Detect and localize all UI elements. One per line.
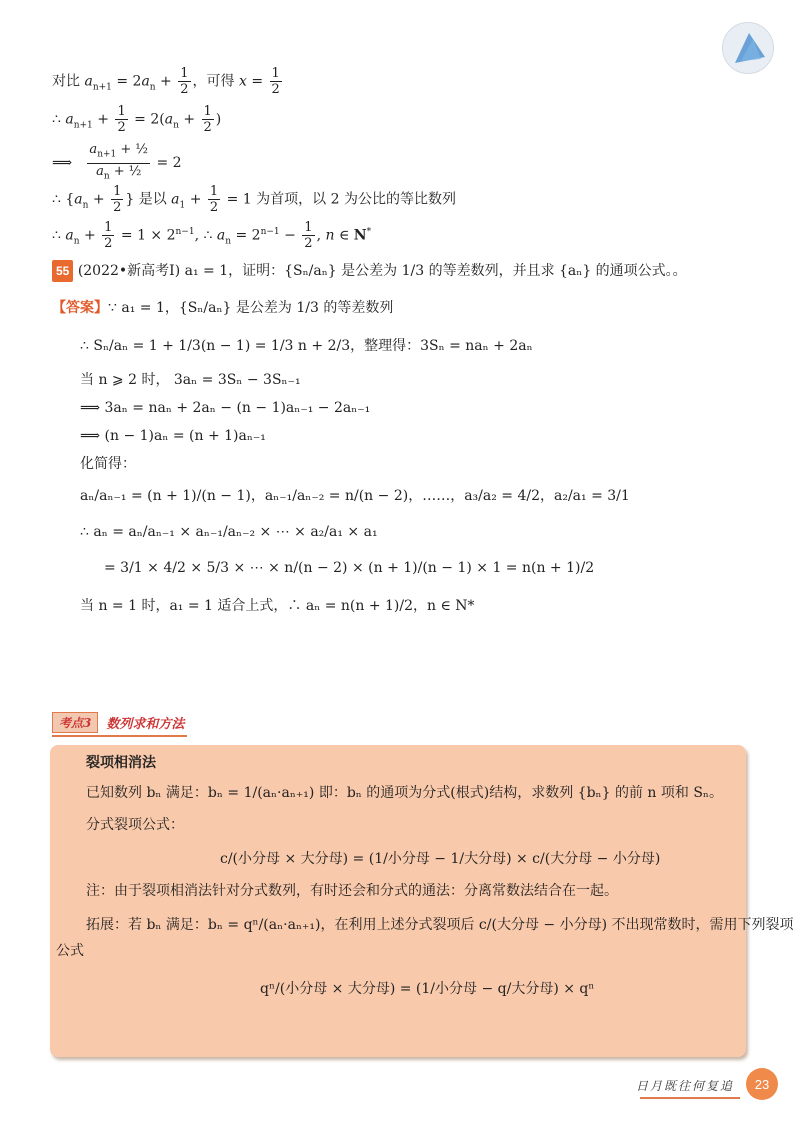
problem-source: (2022•新高考Ⅰ) (77, 263, 181, 279)
panel-formula-1: c/(小分母 × 大分母) = (1/小分母 − 1/大分母) × c/(大分母 − 小分母) (220, 851, 661, 867)
panel-heading: 裂项相消法 (86, 755, 156, 771)
page-number: 23 (746, 1068, 778, 1100)
answer-tag: 【答案】 (52, 300, 108, 316)
answer-line-4: ⟹ 3aₙ = naₙ + 2aₙ − (n − 1)aₙ₋₁ − 2aₙ₋₁ (80, 400, 371, 416)
problem-text: a₁ = 1，证明：{Sₙ/aₙ} 是公差为 1/3 的等差数列，并且求 {aₙ} 的通项公式。。 (184, 263, 687, 279)
footer-line (640, 1097, 740, 1099)
panel-paragraph-2: 分式裂项公式： (86, 817, 184, 833)
answer-text-1: ∵ a₁ = 1，{Sₙ/aₙ} 是公差为 1/3 的等差数列 (108, 300, 394, 316)
derivation-line-5: ∴ $a_n$ + $\frac{1}{2}$ = $1 \times 2^{n-1}$, ∴ $a_n = 2^{n-1}$ − $\frac{1}{2}$ , n ∈ N* (52, 220, 372, 251)
answer-line-8: ∴ aₙ = aₙ/aₙ₋₁ × aₙ₋₁/aₙ₋₂ × ⋯ × a₂/a₁ × a₁ (80, 524, 378, 540)
answer-line-7: aₙ/aₙ₋₁ = (n + 1)/(n − 1)，aₙ₋₁/aₙ₋₂ = n/(n − 2)，……，a₃/a₂ = 4/2，a₂/a₁ = 3/1 (80, 488, 630, 504)
panel-formula-2: qⁿ/(小分母 × 大分母) = (1/小分母 − q/大分母) × qⁿ (260, 981, 595, 997)
derivation-prefix: 对比 (52, 73, 80, 90)
derivation-line-1: 对比 $a_{n+1} = 2a_n$ + $\frac{1}{2}$ ，可得 x = $\frac{1}{2}$ (52, 66, 280, 97)
problem-header (52, 260, 687, 282)
section-label: 考点3 (52, 712, 98, 733)
section-tag (52, 712, 184, 733)
panel-paragraph-1: 已知数列 bₙ 满足：bₙ = 1/(aₙ·aₙ₊₁) 即：bₙ 的通项为分式(根式)结构，求数列 {bₙ} 的前 n 项和 Sₙ。 (86, 785, 723, 801)
panel-extension-2: 公式 (56, 943, 84, 959)
answer-line-1 (52, 298, 393, 318)
derivation-line-4: ∴ {$a_n$ + $\frac{1}{2}$ } 是以 $a_1$ + $\frac{1}{2}$ = 1 为首项，以 2 为公比的等比数列 (52, 184, 456, 215)
derivation-line-2: ∴ $a_{n+1}$ + $\frac{1}{2}$ = $2(a_n$ + $\frac{1}{2}$ ) (52, 104, 222, 135)
answer-line-6: 化简得： (80, 456, 136, 472)
answer-line-5: ⟹ (n − 1)aₙ = (n + 1)aₙ₋₁ (80, 428, 266, 444)
answer-line-2: ∴ Sₙ/aₙ = 1 + 1/3(n − 1) = 1/3 n + 2/3，整理得：3Sₙ = naₙ + 2aₙ (80, 338, 533, 354)
answer-line-3: 当 n ⩾ 2 时， 3aₙ = 3Sₙ − 3Sₙ₋₁ (80, 372, 301, 388)
derivation-line-3: ⟹ $\frac{a_{n+1} + \frac{1}{2}}{a_n + \frac{1}{2}}$ = 2 (52, 142, 182, 182)
problem-number: 55 (52, 260, 73, 282)
answer-line-10: 当 n = 1 时，a₁ = 1 适合上式，∴ aₙ = n(n + 1)/2，n ∈ N* (80, 598, 475, 614)
footer-motto: 日月既往何复追 (636, 1079, 735, 1093)
logo-icon (723, 23, 775, 75)
panel-note: 注：由于裂项相消法针对分式数列，有时还会和分式的通法：分离常数法结合在一起。 (86, 883, 618, 899)
panel-extension-1: 拓展：若 bₙ 满足：bₙ = qⁿ/(aₙ·aₙ₊₁)，在利用上述分式裂项后 c/(大分母 − 小分母) 不出现常数时，需用下列裂项 (86, 917, 794, 933)
method-panel (50, 745, 794, 1057)
section-title: 数列求和方法 (106, 717, 185, 732)
section-underline (52, 735, 187, 737)
answer-line-9: = 3/1 × 4/2 × 5/3 × ⋯ × n/(n − 2) × (n + 1)/(n − 1) × 1 = n(n + 1)/2 (104, 560, 595, 576)
logo-emblem (722, 22, 774, 74)
